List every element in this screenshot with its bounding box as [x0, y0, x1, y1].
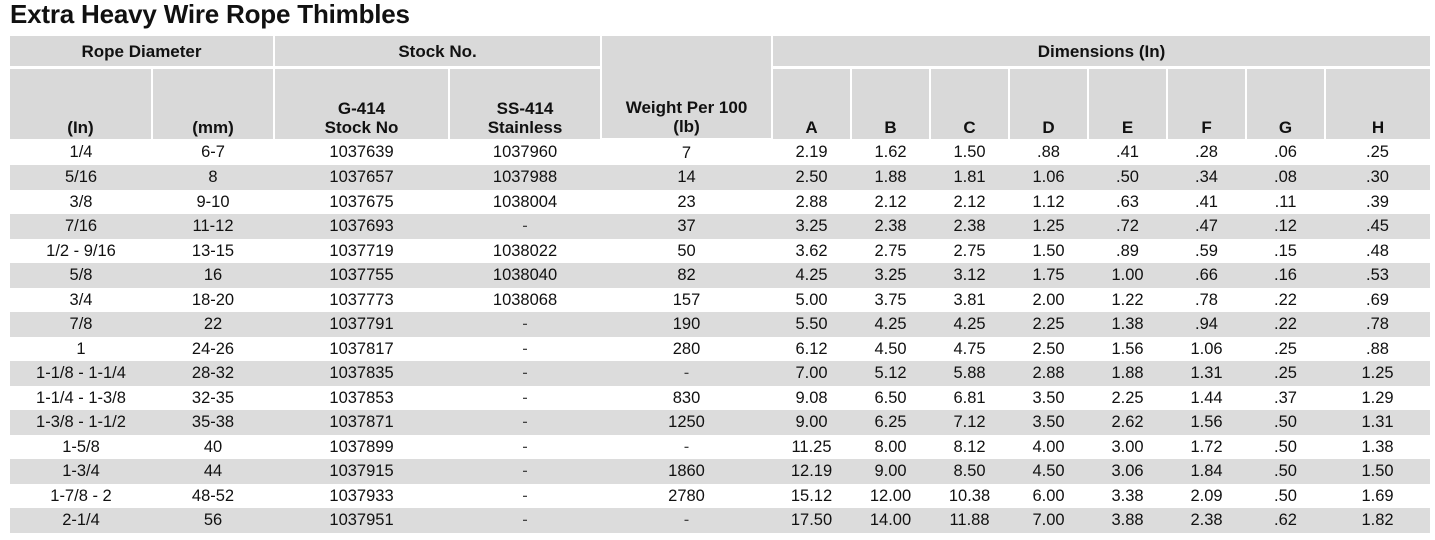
- cell-dim-h: .69: [1325, 288, 1430, 313]
- cell-dim-h: 1.82: [1325, 508, 1430, 533]
- cell-dim-g: .62: [1246, 508, 1325, 533]
- cell-dim-e: 2.25: [1088, 386, 1167, 411]
- cell-dim-g: .16: [1246, 263, 1325, 288]
- cell-dim-g: .50: [1246, 435, 1325, 460]
- cell-dim-h: .88: [1325, 337, 1430, 362]
- cell-rope-mm: 44: [152, 459, 274, 484]
- cell-ss414-stock: -: [449, 337, 601, 362]
- cell-dim-b: 2.75: [851, 239, 930, 264]
- cell-g414-stock: 1037773: [274, 288, 449, 313]
- g414-header-line1: G-414: [337, 99, 386, 118]
- cell-dim-e: 1.88: [1088, 361, 1167, 386]
- g414-header-line2: Stock No: [324, 118, 399, 137]
- cell-rope-mm: 35-38: [152, 410, 274, 435]
- cell-rope-mm: 32-35: [152, 386, 274, 411]
- cell-dim-h: .39: [1325, 190, 1430, 215]
- cell-dim-d: 4.00: [1009, 435, 1088, 460]
- cell-dim-a: 17.50: [772, 508, 851, 533]
- cell-g414-stock: 1037719: [274, 239, 449, 264]
- cell-dim-e: 3.06: [1088, 459, 1167, 484]
- cell-dim-c: 2.75: [930, 239, 1009, 264]
- cell-dim-h: 1.50: [1325, 459, 1430, 484]
- cell-dim-a: 9.00: [772, 410, 851, 435]
- cell-g414-stock: 1037853: [274, 386, 449, 411]
- cell-dim-c: 4.25: [930, 312, 1009, 337]
- cell-dim-g: .37: [1246, 386, 1325, 411]
- cell-rope-in: 1-7/8 - 2: [10, 484, 152, 509]
- cell-dim-g: .22: [1246, 312, 1325, 337]
- cell-weight: 82: [601, 263, 772, 288]
- cell-dim-f: .28: [1167, 139, 1246, 165]
- cell-dim-f: .41: [1167, 190, 1246, 215]
- cell-weight: 37: [601, 214, 772, 239]
- cell-ss414-stock: -: [449, 484, 601, 509]
- cell-dim-c: 6.81: [930, 386, 1009, 411]
- cell-dim-d: 3.50: [1009, 410, 1088, 435]
- cell-dim-f: .94: [1167, 312, 1246, 337]
- cell-rope-in: 7/16: [10, 214, 152, 239]
- cell-dim-d: 4.50: [1009, 459, 1088, 484]
- cell-dim-b: 6.25: [851, 410, 930, 435]
- cell-dim-f: 1.31: [1167, 361, 1246, 386]
- cell-weight: 7: [601, 139, 772, 165]
- cell-rope-in: 1: [10, 337, 152, 362]
- cell-ss414-stock: -: [449, 435, 601, 460]
- cell-g414-stock: 1037791: [274, 312, 449, 337]
- cell-dim-e: .63: [1088, 190, 1167, 215]
- cell-dim-a: 5.00: [772, 288, 851, 313]
- cell-rope-mm: 13-15: [152, 239, 274, 264]
- cell-dim-h: .48: [1325, 239, 1430, 264]
- group-header-rope-diameter: Rope Diameter: [10, 36, 274, 68]
- cell-dim-d: .88: [1009, 139, 1088, 165]
- cell-dim-h: 1.25: [1325, 361, 1430, 386]
- cell-rope-in: 1-1/8 - 1-1/4: [10, 361, 152, 386]
- cell-g414-stock: 1037933: [274, 484, 449, 509]
- cell-ss414-stock: 1038004: [449, 190, 601, 215]
- cell-dim-f: 1.56: [1167, 410, 1246, 435]
- cell-dim-d: 7.00: [1009, 508, 1088, 533]
- cell-dim-c: 10.38: [930, 484, 1009, 509]
- column-header-a: A: [772, 68, 851, 140]
- cell-dim-d: 6.00: [1009, 484, 1088, 509]
- cell-rope-in: 3/4: [10, 288, 152, 313]
- cell-dim-c: 3.81: [930, 288, 1009, 313]
- column-header-b: B: [851, 68, 930, 140]
- cell-dim-d: 1.50: [1009, 239, 1088, 264]
- table-row: [10, 435, 1430, 460]
- table-body: [10, 139, 1430, 533]
- cell-weight: 190: [601, 312, 772, 337]
- cell-dim-a: 15.12: [772, 484, 851, 509]
- cell-dim-c: 3.12: [930, 263, 1009, 288]
- cell-dim-f: .78: [1167, 288, 1246, 313]
- cell-rope-in: 7/8: [10, 312, 152, 337]
- cell-dim-f: .34: [1167, 165, 1246, 190]
- weight-header-line1: Weight Per 100: [625, 97, 748, 117]
- cell-dim-g: .12: [1246, 214, 1325, 239]
- cell-dim-a: 12.19: [772, 459, 851, 484]
- cell-dim-d: 2.88: [1009, 361, 1088, 386]
- cell-g414-stock: 1037817: [274, 337, 449, 362]
- cell-g414-stock: 1037899: [274, 435, 449, 460]
- cell-dim-a: 4.25: [772, 263, 851, 288]
- cell-dim-f: .59: [1167, 239, 1246, 264]
- cell-dim-e: 3.88: [1088, 508, 1167, 533]
- cell-dim-e: .72: [1088, 214, 1167, 239]
- table-row: [10, 214, 1430, 239]
- cell-weight: 280: [601, 337, 772, 362]
- cell-dim-b: 4.50: [851, 337, 930, 362]
- cell-dim-b: 6.50: [851, 386, 930, 411]
- cell-dim-h: .53: [1325, 263, 1430, 288]
- cell-dim-h: .45: [1325, 214, 1430, 239]
- cell-dim-f: 2.38: [1167, 508, 1246, 533]
- cell-rope-mm: 6-7: [152, 139, 274, 165]
- cell-weight: 2780: [601, 484, 772, 509]
- cell-weight: 1860: [601, 459, 772, 484]
- cell-dim-b: 5.12: [851, 361, 930, 386]
- thimble-spec-table: [10, 36, 1430, 533]
- cell-dim-g: .25: [1246, 337, 1325, 362]
- cell-dim-g: .22: [1246, 288, 1325, 313]
- weight-header-line2: (lb): [673, 116, 700, 136]
- ss414-header-line2: Stainless: [487, 118, 563, 137]
- cell-rope-mm: 28-32: [152, 361, 274, 386]
- cell-dim-a: 2.19: [772, 139, 851, 165]
- cell-dim-a: 5.50: [772, 312, 851, 337]
- column-header-weight: [601, 36, 772, 139]
- table-row: [10, 410, 1430, 435]
- column-header-in: (In): [10, 68, 152, 140]
- cell-dim-b: 12.00: [851, 484, 930, 509]
- column-header-g414: [274, 68, 449, 140]
- cell-dim-g: .11: [1246, 190, 1325, 215]
- cell-ss414-stock: -: [449, 459, 601, 484]
- cell-weight: -: [601, 361, 772, 386]
- cell-rope-mm: 22: [152, 312, 274, 337]
- cell-rope-in: 1/2 - 9/16: [10, 239, 152, 264]
- cell-rope-mm: 9-10: [152, 190, 274, 215]
- column-header-h: H: [1325, 68, 1430, 140]
- cell-dim-c: 2.38: [930, 214, 1009, 239]
- cell-dim-f: 1.06: [1167, 337, 1246, 362]
- cell-ss414-stock: -: [449, 410, 601, 435]
- cell-dim-e: 1.22: [1088, 288, 1167, 313]
- cell-g414-stock: 1037835: [274, 361, 449, 386]
- cell-dim-d: 1.75: [1009, 263, 1088, 288]
- cell-dim-e: 3.38: [1088, 484, 1167, 509]
- cell-dim-b: 4.25: [851, 312, 930, 337]
- cell-dim-a: 9.08: [772, 386, 851, 411]
- cell-weight: 1250: [601, 410, 772, 435]
- cell-rope-mm: 40: [152, 435, 274, 460]
- cell-weight: -: [601, 508, 772, 533]
- column-header-c: C: [930, 68, 1009, 140]
- cell-dim-f: .66: [1167, 263, 1246, 288]
- cell-dim-f: 1.72: [1167, 435, 1246, 460]
- table-row: [10, 508, 1430, 533]
- cell-dim-a: 3.62: [772, 239, 851, 264]
- column-header-mm: (mm): [152, 68, 274, 140]
- column-header-g: G: [1246, 68, 1325, 140]
- cell-dim-b: 14.00: [851, 508, 930, 533]
- column-header-e: E: [1088, 68, 1167, 140]
- table-row: [10, 459, 1430, 484]
- cell-g414-stock: 1037871: [274, 410, 449, 435]
- cell-g414-stock: 1037951: [274, 508, 449, 533]
- cell-rope-mm: 24-26: [152, 337, 274, 362]
- cell-dim-d: 1.25: [1009, 214, 1088, 239]
- column-header-ss414: [449, 68, 601, 140]
- table-row: [10, 165, 1430, 190]
- table-row: [10, 263, 1430, 288]
- cell-dim-d: 3.50: [1009, 386, 1088, 411]
- cell-dim-c: 7.12: [930, 410, 1009, 435]
- cell-dim-e: .41: [1088, 139, 1167, 165]
- table-row: [10, 190, 1430, 215]
- cell-weight: 23: [601, 190, 772, 215]
- cell-ss414-stock: -: [449, 214, 601, 239]
- cell-rope-in: 1-3/8 - 1-1/2: [10, 410, 152, 435]
- cell-dim-c: 11.88: [930, 508, 1009, 533]
- column-header-f: F: [1167, 68, 1246, 140]
- group-header-dimensions: Dimensions (In): [772, 36, 1430, 68]
- cell-dim-b: 9.00: [851, 459, 930, 484]
- cell-dim-d: 2.25: [1009, 312, 1088, 337]
- cell-dim-b: 3.75: [851, 288, 930, 313]
- cell-dim-c: 8.50: [930, 459, 1009, 484]
- cell-dim-g: .08: [1246, 165, 1325, 190]
- cell-dim-f: .47: [1167, 214, 1246, 239]
- table-row: [10, 361, 1430, 386]
- cell-rope-in: 5/16: [10, 165, 152, 190]
- cell-weight: 50: [601, 239, 772, 264]
- cell-dim-g: .50: [1246, 484, 1325, 509]
- cell-g414-stock: 1037675: [274, 190, 449, 215]
- cell-g414-stock: 1037915: [274, 459, 449, 484]
- cell-dim-h: .30: [1325, 165, 1430, 190]
- cell-dim-h: 1.38: [1325, 435, 1430, 460]
- cell-dim-a: 11.25: [772, 435, 851, 460]
- cell-rope-in: 5/8: [10, 263, 152, 288]
- cell-dim-e: 2.62: [1088, 410, 1167, 435]
- cell-dim-c: 2.12: [930, 190, 1009, 215]
- cell-dim-f: 1.44: [1167, 386, 1246, 411]
- cell-dim-e: 1.00: [1088, 263, 1167, 288]
- ss414-header-line1: SS-414: [496, 99, 554, 118]
- cell-rope-in: 1-5/8: [10, 435, 152, 460]
- cell-weight: -: [601, 435, 772, 460]
- cell-rope-mm: 16: [152, 263, 274, 288]
- cell-ss414-stock: -: [449, 508, 601, 533]
- cell-rope-in: 3/8: [10, 190, 152, 215]
- cell-rope-in: 1/4: [10, 139, 152, 165]
- cell-rope-mm: 48-52: [152, 484, 274, 509]
- cell-dim-c: 8.12: [930, 435, 1009, 460]
- cell-ss414-stock: 1037988: [449, 165, 601, 190]
- group-header-stock-no: Stock No.: [274, 36, 601, 68]
- cell-dim-d: 2.50: [1009, 337, 1088, 362]
- cell-rope-mm: 8: [152, 165, 274, 190]
- cell-dim-h: 1.31: [1325, 410, 1430, 435]
- cell-g414-stock: 1037639: [274, 139, 449, 165]
- cell-g414-stock: 1037657: [274, 165, 449, 190]
- cell-ss414-stock: -: [449, 361, 601, 386]
- cell-g414-stock: 1037693: [274, 214, 449, 239]
- page-title: Extra Heavy Wire Rope Thimbles: [10, 0, 410, 29]
- cell-dim-a: 3.25: [772, 214, 851, 239]
- cell-ss414-stock: 1038040: [449, 263, 601, 288]
- cell-dim-g: .50: [1246, 459, 1325, 484]
- cell-ss414-stock: 1038068: [449, 288, 601, 313]
- cell-rope-mm: 18-20: [152, 288, 274, 313]
- cell-rope-in: 2-1/4: [10, 508, 152, 533]
- cell-dim-b: 1.62: [851, 139, 930, 165]
- cell-dim-f: 2.09: [1167, 484, 1246, 509]
- cell-dim-h: .78: [1325, 312, 1430, 337]
- table-row: [10, 337, 1430, 362]
- table-row: [10, 139, 1430, 165]
- cell-dim-d: 2.00: [1009, 288, 1088, 313]
- cell-dim-e: .89: [1088, 239, 1167, 264]
- cell-weight: 14: [601, 165, 772, 190]
- cell-ss414-stock: 1038022: [449, 239, 601, 264]
- table-row: [10, 312, 1430, 337]
- column-header-d: D: [1009, 68, 1088, 140]
- cell-rope-in: 1-3/4: [10, 459, 152, 484]
- cell-dim-g: .06: [1246, 139, 1325, 165]
- cell-dim-b: 3.25: [851, 263, 930, 288]
- cell-dim-b: 8.00: [851, 435, 930, 460]
- cell-dim-c: 1.81: [930, 165, 1009, 190]
- cell-dim-b: 2.38: [851, 214, 930, 239]
- cell-dim-d: 1.06: [1009, 165, 1088, 190]
- cell-dim-d: 1.12: [1009, 190, 1088, 215]
- cell-ss414-stock: -: [449, 386, 601, 411]
- cell-dim-a: 2.88: [772, 190, 851, 215]
- cell-dim-b: 1.88: [851, 165, 930, 190]
- cell-dim-e: 1.56: [1088, 337, 1167, 362]
- cell-dim-e: 1.38: [1088, 312, 1167, 337]
- cell-weight: 157: [601, 288, 772, 313]
- cell-dim-a: 6.12: [772, 337, 851, 362]
- cell-dim-c: 5.88: [930, 361, 1009, 386]
- cell-rope-mm: 11-12: [152, 214, 274, 239]
- cell-ss414-stock: -: [449, 312, 601, 337]
- cell-dim-f: 1.84: [1167, 459, 1246, 484]
- cell-dim-c: 1.50: [930, 139, 1009, 165]
- cell-dim-g: .15: [1246, 239, 1325, 264]
- cell-dim-h: .25: [1325, 139, 1430, 165]
- table-row: [10, 288, 1430, 313]
- table-row: [10, 484, 1430, 509]
- table-row: [10, 386, 1430, 411]
- cell-dim-h: 1.29: [1325, 386, 1430, 411]
- cell-g414-stock: 1037755: [274, 263, 449, 288]
- cell-dim-g: .50: [1246, 410, 1325, 435]
- cell-dim-h: 1.69: [1325, 484, 1430, 509]
- cell-rope-in: 1-1/4 - 1-3/8: [10, 386, 152, 411]
- table-row: [10, 239, 1430, 264]
- cell-dim-g: .25: [1246, 361, 1325, 386]
- cell-ss414-stock: 1037960: [449, 139, 601, 165]
- cell-dim-e: 3.00: [1088, 435, 1167, 460]
- cell-dim-c: 4.75: [930, 337, 1009, 362]
- cell-dim-a: 7.00: [772, 361, 851, 386]
- cell-dim-b: 2.12: [851, 190, 930, 215]
- cell-dim-a: 2.50: [772, 165, 851, 190]
- cell-rope-mm: 56: [152, 508, 274, 533]
- cell-weight: 830: [601, 386, 772, 411]
- cell-dim-e: .50: [1088, 165, 1167, 190]
